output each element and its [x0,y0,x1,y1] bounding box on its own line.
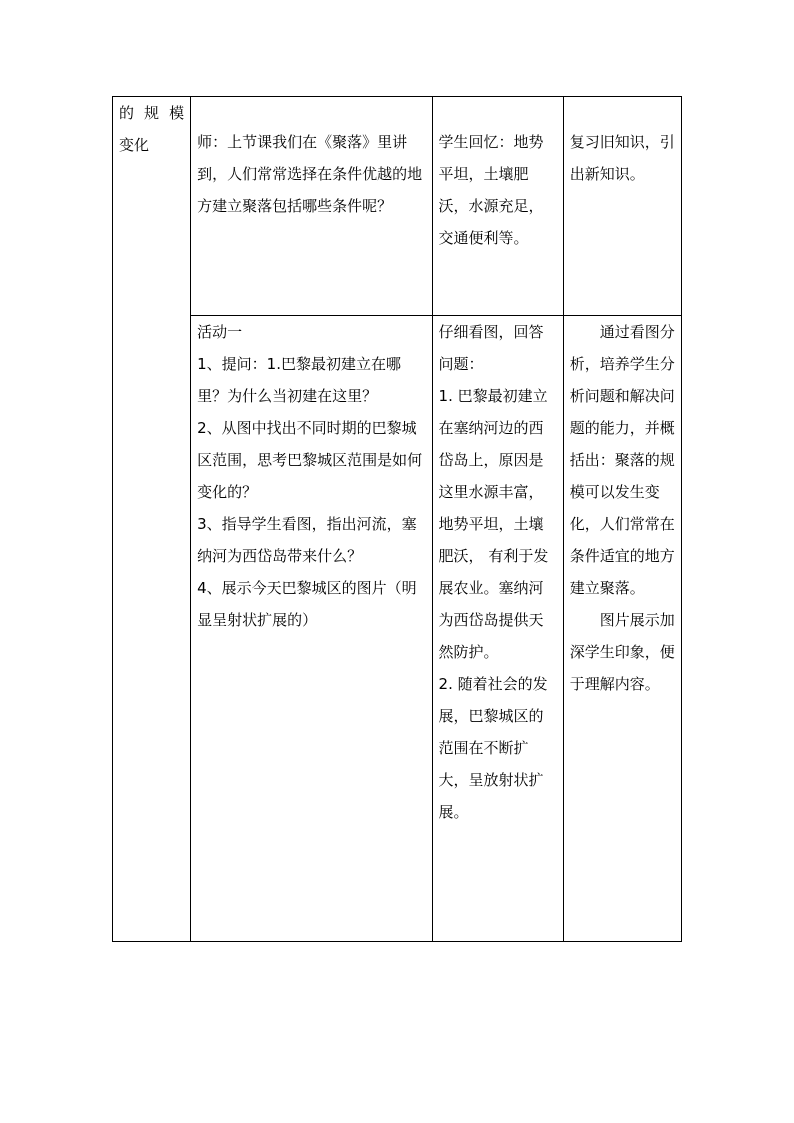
student-recall: 学生回忆：地势平坦，土壤肥沃，水源充足，交通便利等。 [438,133,544,247]
design-intent-cell [563,97,681,316]
lesson-plan-table [112,96,682,942]
table-row [113,316,682,942]
activity-title: 活动一 [197,323,243,341]
student-activity-cell [432,316,563,942]
activity-step-2: 2、从图中找出不同时期的巴黎城区范围，思考巴黎城区范围是如何变化的？ [197,419,423,501]
table-row [113,97,682,316]
design-intent-cell [563,316,681,942]
teacher-activity-cell [191,316,432,942]
design-intent-review: 复习旧知识，引出新知识。 [569,133,675,183]
teacher-activity-cell [191,97,432,316]
activity-step-1: 1、提问：1.巴黎最初建立在哪里？为什么当初建在这里？ [197,355,401,405]
topic-line-1: 的 规 模 [119,104,185,122]
student-activity-cell [432,97,563,316]
activity-step-4: 4、展示今天巴黎城区的图片（明显呈射状扩展的） [197,579,417,629]
student-answer-2: 2. 随着社会的发展，巴黎城区的范围在不断扩大，呈放射状扩展。 [438,675,548,821]
teacher-question: 师：上节课我们在《聚落》里讲到，人们常常选择在条件优越的地方建立聚落包括哪些条件呢？ [197,133,423,215]
design-intent-images: 图片展示加深学生印象，便于理解内容。 [569,611,675,693]
activity-step-3: 3、指导学生看图，指出河流，塞纳河为西岱岛带来什么？ [197,515,417,565]
student-answer-1: 1. 巴黎最初建立在塞纳河边的西岱岛上，原因是这里水源丰富，地势平坦，土壤肥沃， 有利于发展农业。塞纳河为西岱岛提供天然防护。 [438,387,549,661]
student-intro: 仔细看图，回答问题： [438,323,544,373]
design-intent-analysis: 通过看图分析，培养学生分析问题和解决问题的能力，并概括出：聚落的规模可以发生变化，人们常常在条件适宜的地方建立聚落。 [569,323,675,597]
topic-cell [113,97,191,942]
topic-line-2: 变化 [119,136,150,154]
